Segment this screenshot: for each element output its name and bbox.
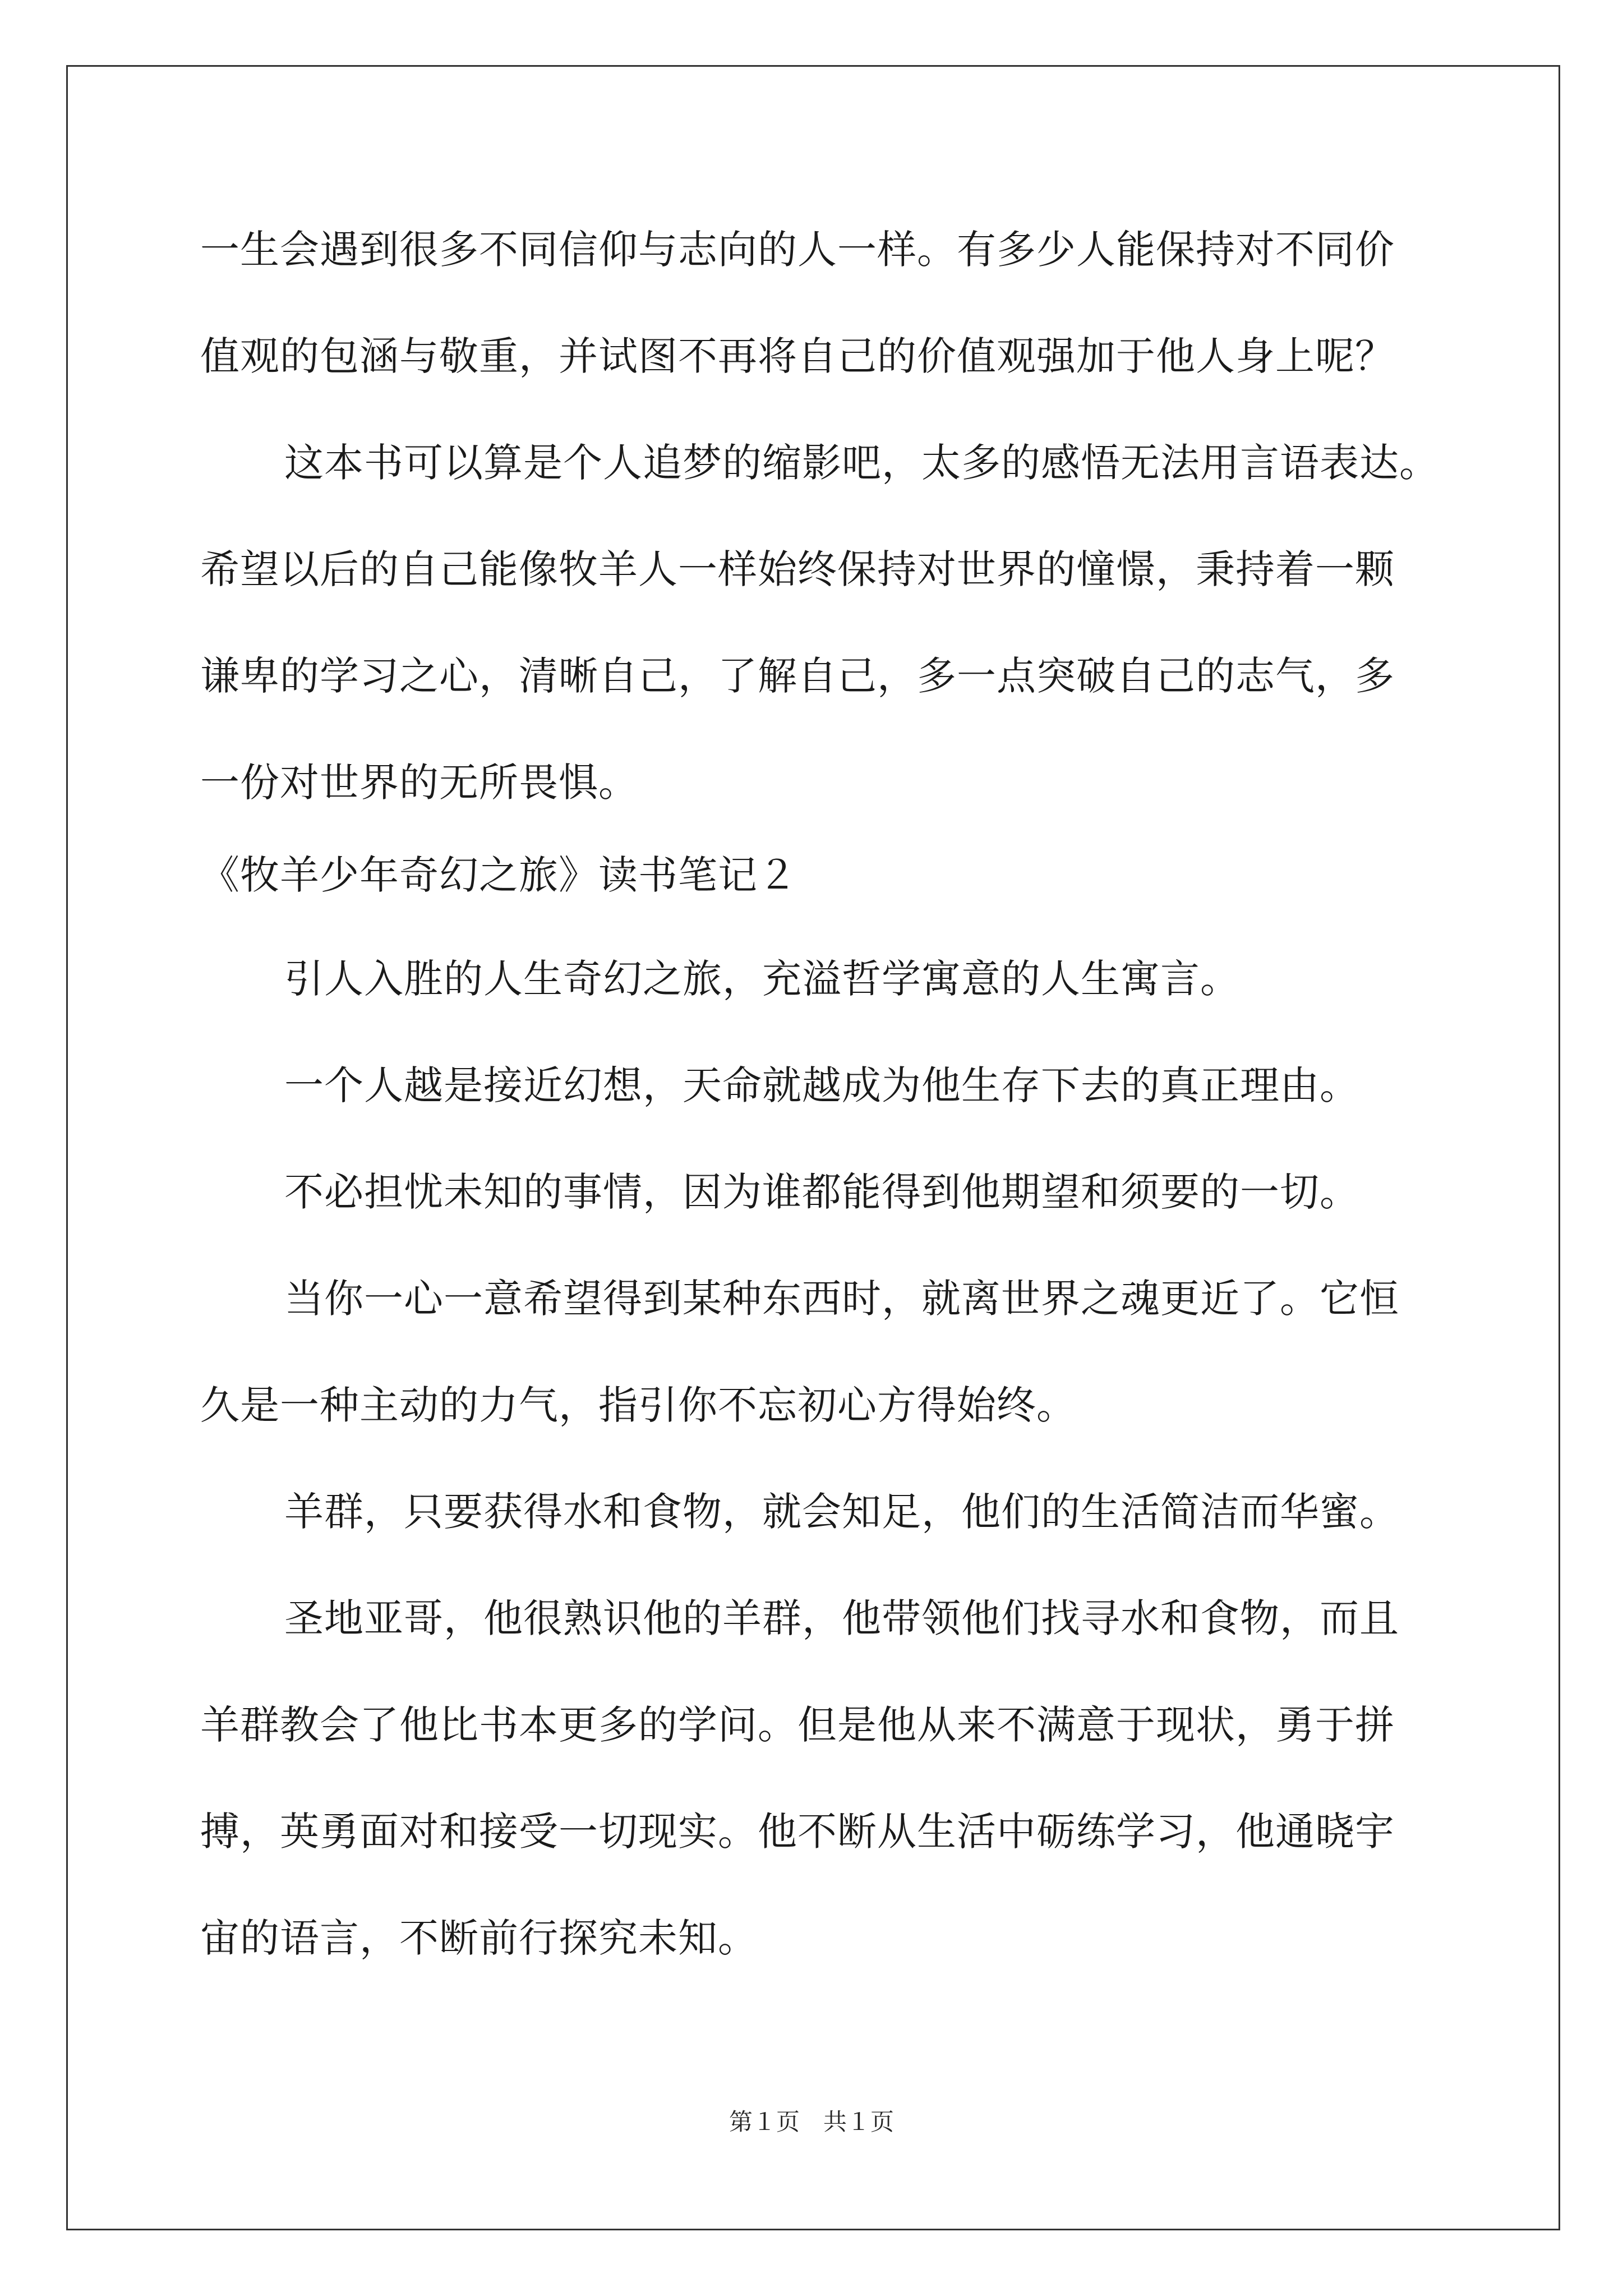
paragraph-line: 谦卑的学习之心，清晰自己，了解自己，多一点突破自己的志气，多 (200, 653, 1395, 699)
paragraph-line: 引人入胜的人生奇幻之旅，充溢哲学寓意的人生寓言。 (284, 956, 1240, 1002)
paragraph-line: 当你一心一意希望得到某种东西时，就离世界之魂更近了。它恒 (284, 1276, 1399, 1322)
paragraph-line: 一个人越是接近幻想，天命就越成为他生存下去的真正理由。 (284, 1062, 1359, 1108)
paragraph-line: 一生会遇到很多不同信仰与志向的人一样。有多少人能保持对不同价 (200, 227, 1395, 273)
paragraph-line: 圣地亚哥，他很熟识他的羊群，他带领他们找寻水和食物，而且 (284, 1595, 1399, 1641)
paragraph-line: 久是一种主动的力气，指引你不忘初心方得始终。 (200, 1382, 1076, 1428)
paragraph-line: 一份对世界的无所畏惧。 (200, 760, 638, 806)
paragraph-line: 宙的语言，不断前行探究未知。 (200, 1915, 758, 1961)
paragraph-line: 羊群教会了他比书本更多的学问。但是他从来不满意于现状，勇于拼 (200, 1702, 1395, 1748)
paragraph-line: 这本书可以算是个人追梦的缩影吧，太多的感悟无法用言语表达。 (284, 440, 1439, 486)
paragraph-line: 希望以后的自己能像牧羊人一样始终保持对世界的憧憬，秉持着一颗 (200, 546, 1395, 592)
paragraph-line: 搏，英勇面对和接受一切现实。他不断从生活中砺练学习，他通晓宇 (200, 1809, 1395, 1855)
paragraph-line: 不必担忧未知的事情，因为谁都能得到他期望和须要的一切。 (284, 1169, 1359, 1215)
paragraph-line: 羊群，只要获得水和食物，就会知足，他们的生活简洁而华蜜。 (284, 1489, 1399, 1535)
page-number-footer: 第１页 共１页 (728, 2108, 894, 2136)
section-heading: 《牧羊少年奇幻之旅》读书笔记２ (200, 852, 797, 898)
page-border (66, 65, 1560, 2230)
paragraph-line: 值观的包涵与敬重，并试图不再将自己的价值观强加于他人身上呢？ (200, 333, 1395, 379)
